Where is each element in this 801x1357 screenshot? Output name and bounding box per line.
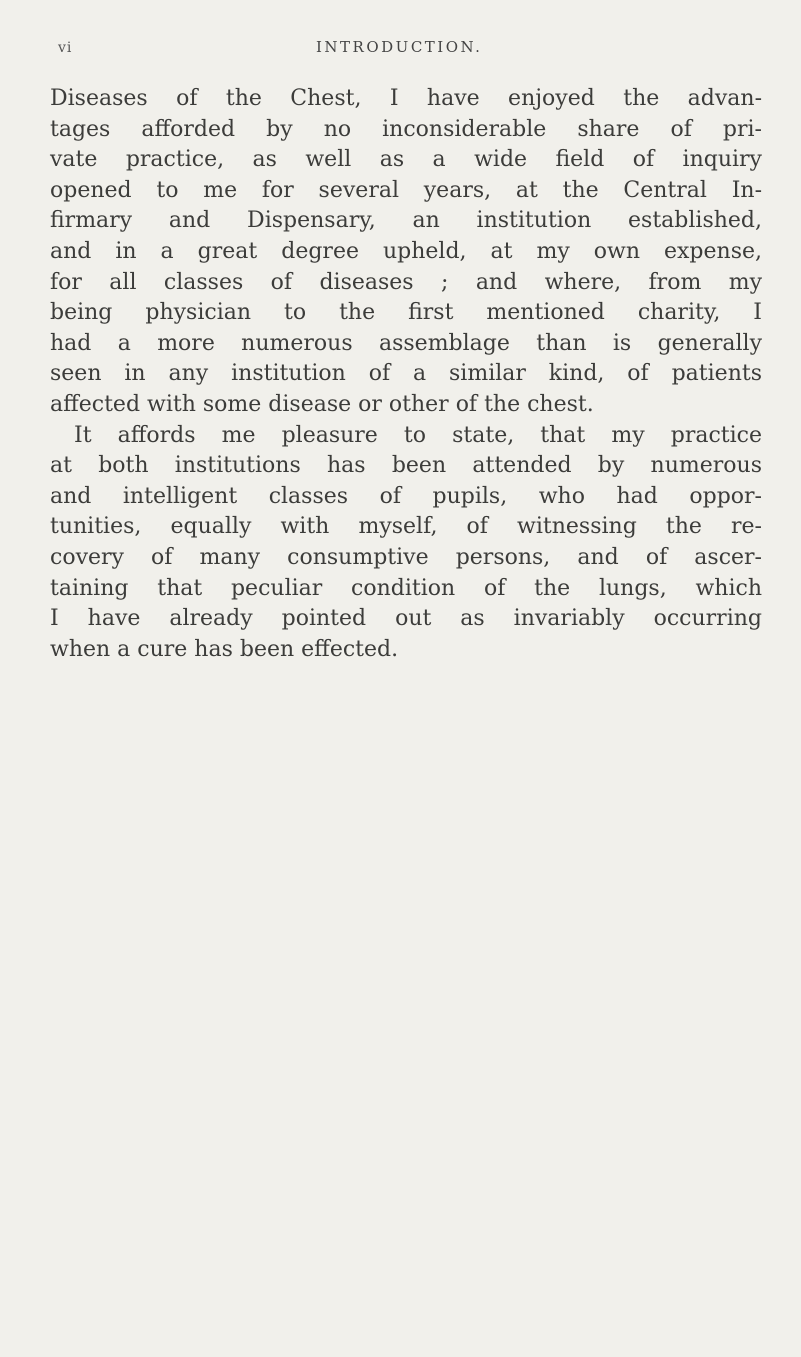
text-line: being physician to the first mentioned charity, I <box>50 300 762 326</box>
text-line: and in a great degree upheld, at my own expense, <box>50 238 762 264</box>
text-line: I have already pointed out as invariably occurring <box>50 606 762 632</box>
paragraph <box>50 84 762 421</box>
text-line: taining that peculiar condition of the lungs, which <box>50 575 762 601</box>
text-line: tages afforded by no inconsiderable share of pri- <box>50 116 762 142</box>
page-number: vi <box>58 40 73 56</box>
text-line: for all classes of diseases ; and where, from my <box>50 269 762 295</box>
text-line: vate practice, as well as a wide field of inquiry <box>50 147 762 173</box>
text-line: It affords me pleasure to state, that my practice <box>74 422 762 448</box>
text-line: at both institutions has been attended by numerous <box>50 453 762 479</box>
text-line: opened to me for several years, at the Central In- <box>50 177 762 203</box>
text-line: when a cure has been effected. <box>50 636 399 662</box>
page-header <box>48 38 768 68</box>
text-line: seen in any institution of a similar kind, of patients <box>50 361 762 387</box>
paragraph <box>50 421 762 666</box>
running-head: INTRODUCTION. <box>316 38 483 56</box>
text-line: tunities, equally with myself, of witnessing the re- <box>50 514 762 540</box>
text-line: and intelligent classes of pupils, who had oppor- <box>50 483 762 509</box>
body-text <box>50 84 762 665</box>
text-line: firmary and Dispensary, an institution established, <box>50 208 762 234</box>
text-line: covery of many consumptive persons, and of ascer- <box>50 544 762 570</box>
text-line: Diseases of the Chest, I have enjoyed the advan- <box>50 86 762 111</box>
text-line: affected with some disease or other of the chest. <box>50 391 594 417</box>
text-line: had a more numerous assemblage than is generally <box>50 330 762 356</box>
